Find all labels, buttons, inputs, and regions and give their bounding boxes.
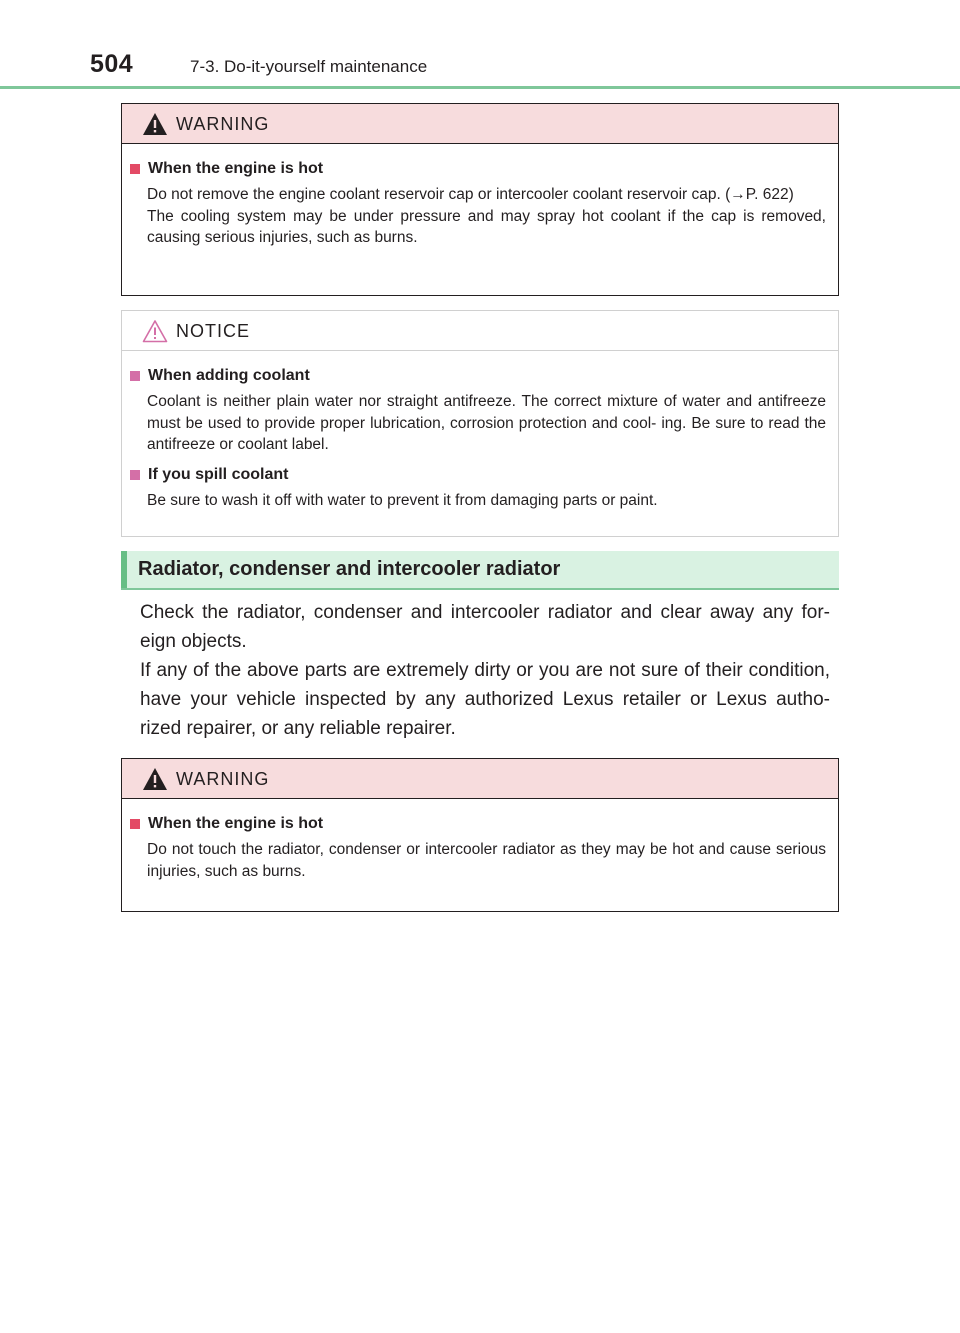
- square-bullet-icon: [130, 470, 140, 480]
- radiator-heading-text: Radiator, condenser and intercooler radiator: [138, 558, 561, 580]
- notice-item-title: [130, 466, 826, 484]
- square-bullet-icon: [130, 371, 140, 381]
- notice-box: [121, 310, 839, 537]
- notice-label: NOTICE: [176, 321, 251, 341]
- warning-item-text: Do not touch the radiator, condenser or intercooler radiator as they may be hot and cause serious injuries, such as burns.: [147, 841, 826, 880]
- warning-item-title: [130, 160, 826, 178]
- warning-triangle-icon: [142, 767, 168, 791]
- notice-item: [130, 466, 826, 512]
- warning-box-header: [122, 759, 838, 799]
- warning-item-text: Do not remove the engine coolant reservoir cap or intercooler coolant reservoir cap. (→P. 622): [147, 186, 794, 203]
- page-header: [0, 0, 960, 90]
- notice-box-body: [122, 351, 838, 527]
- heading-accent-bar: [121, 551, 127, 588]
- square-bullet-icon: [130, 164, 140, 174]
- section-title: 7-3. Do-it-yourself maintenance: [190, 57, 428, 76]
- page-number: 504: [90, 50, 134, 78]
- radiator-body-text: [140, 598, 830, 743]
- notice-item-title: [130, 367, 826, 385]
- notice-box-header: [122, 311, 838, 351]
- notice-item-title-text: When adding coolant: [148, 367, 310, 384]
- warning-box-body: [122, 799, 838, 898]
- radiator-paragraph: If any of the above parts are extremely dirty or you are not sure of their condition, have your vehicle inspected by any authorized Lexus retailer or Lexus autho- rized repairer, or any reliable repairer.: [140, 660, 830, 739]
- radiator-paragraph: Check the radiator, condenser and intercooler radiator and clear away any for- eign objects.: [140, 602, 830, 652]
- warning-box-coolant-cap: [121, 103, 839, 296]
- notice-item-title-text: If you spill coolant: [148, 465, 289, 483]
- warning-box-body: [122, 144, 838, 265]
- notice-triangle-icon: [142, 319, 168, 343]
- notice-item: [130, 367, 826, 456]
- warning-item-title: [130, 815, 826, 833]
- header-divider: [0, 86, 960, 89]
- warning-item: [130, 815, 826, 882]
- warning-item-text: The cooling system may be under pressure and may spray hot coolant if the cap is removed, causing serious injuries, such as burns.: [147, 207, 826, 246]
- radiator-section-heading: [121, 551, 839, 590]
- square-bullet-icon: [130, 819, 140, 829]
- notice-item-text: Coolant is neither plain water nor straight antifreeze. The correct mixture of water and antifreeze must be used to provide proper lubrication, corrosion protection and cool- ing. Be sure to read the antifreeze or coolant label.: [147, 393, 826, 453]
- warning-item: [130, 160, 826, 249]
- notice-item-text: Be sure to wash it off with water to prevent it from damaging parts or paint.: [147, 491, 658, 509]
- warning-triangle-icon: [142, 112, 168, 136]
- warning-label: WARNING: [176, 769, 270, 789]
- warning-box-radiator: [121, 758, 839, 912]
- warning-box-header: [122, 104, 838, 144]
- warning-item-title-text: When the engine is hot: [148, 815, 324, 832]
- warning-label: WARNING: [176, 114, 270, 134]
- warning-item-title-text: When the engine is hot: [148, 160, 324, 177]
